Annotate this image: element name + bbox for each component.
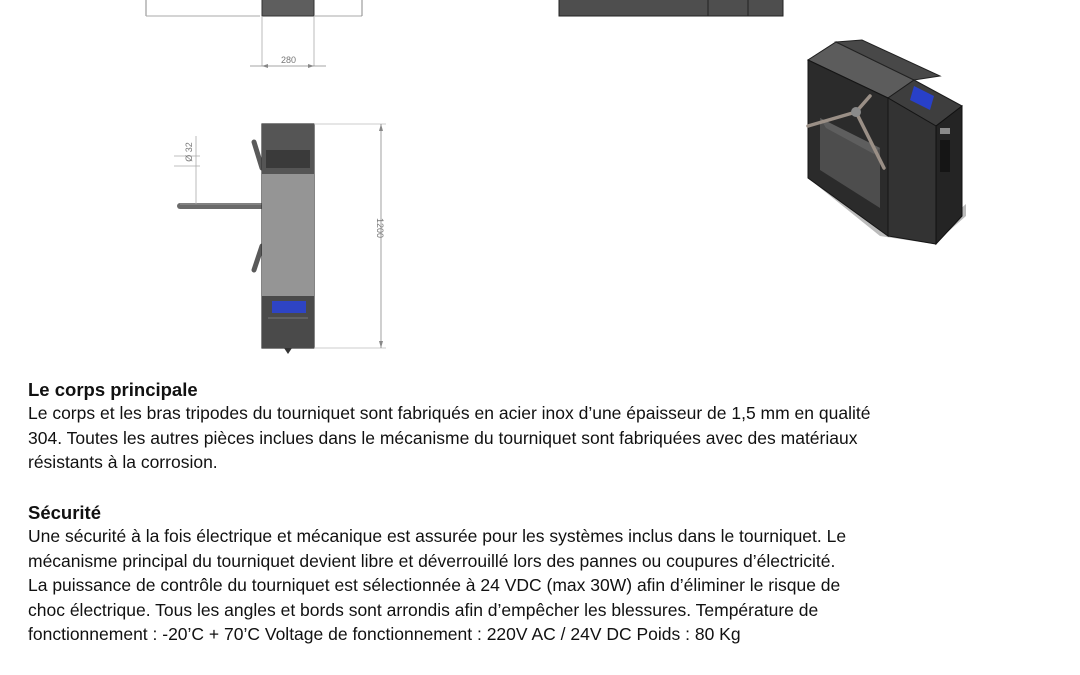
paragraph-line: choc électrique. Tous les angles et bords sont arrondis afin d’empêcher les blessures. Température de: [28, 599, 819, 620]
paragraph-line: mécanisme principal du tourniquet devient libre et déverrouillé lors des pannes ou coupures d’électricité.: [28, 550, 836, 571]
side-view-drawing: [174, 124, 386, 354]
turnstile-3d-render: [808, 40, 966, 244]
section-main-body: [28, 379, 1058, 475]
width-dimension: 280: [281, 55, 297, 65]
paragraph-line: fonctionnement : -20’C + 70’C Voltage de fonctionnement : 220V AC / 24V DC Poids : 80 Kg: [28, 624, 741, 644]
paragraph-line: résistants à la corrosion.: [28, 452, 218, 472]
section-heading: Le corps principale: [28, 379, 198, 400]
arm-diameter-dimension: Ø 32: [184, 142, 194, 162]
height-dimension: 1200: [375, 217, 385, 239]
paragraph-line: 304. Toutes les autres pièces inclues dans le mécanisme du tourniquet sont fabriquées avec des matériaux: [28, 427, 858, 448]
top-view-drawing: [146, 0, 362, 68]
section-heading: Sécurité: [28, 502, 102, 523]
paragraph-line: Le corps et les bras tripodes du tourniquet sont fabriqués en acier inox d’une épaisseur de 1,5 mm en qualité: [28, 403, 871, 423]
front-view-drawing: [559, 0, 783, 16]
section-security: [28, 502, 1058, 647]
paragraph-line: La puissance de contrôle du tourniquet est sélectionnée à 24 VDC (max 30W) afin d’éliminer le risque de: [28, 575, 841, 595]
paragraph-line: Une sécurité à la fois électrique et mécanique est assurée pour les systèmes inclus dans le tourniquet. Le: [28, 526, 847, 546]
